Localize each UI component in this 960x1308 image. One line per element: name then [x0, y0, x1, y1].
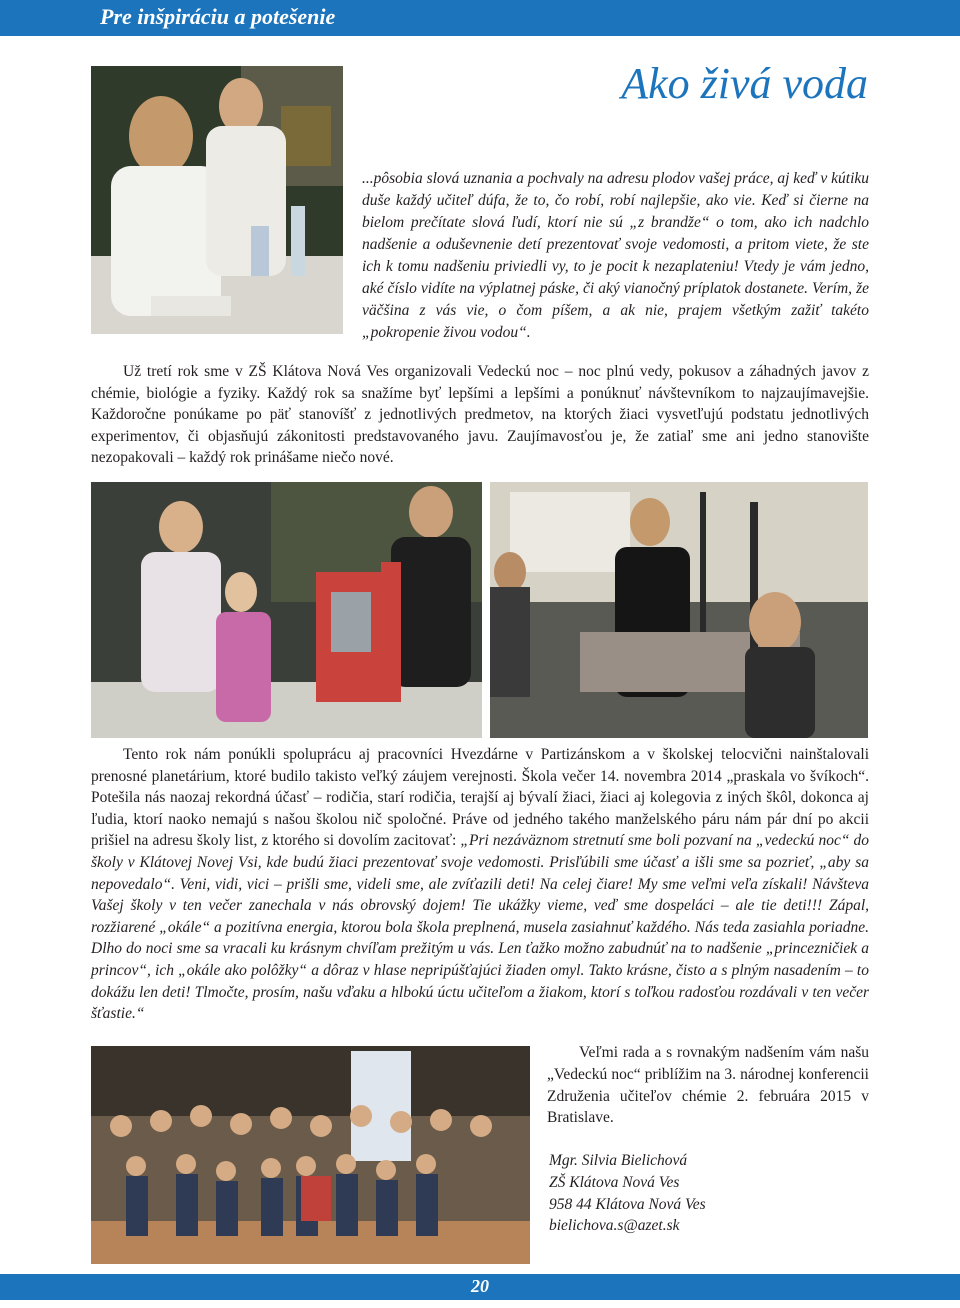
section-title: Pre inšpiráciu a potešenie: [100, 4, 336, 29]
lab-students-photo: [91, 66, 343, 334]
engine-demo-photo: [91, 482, 482, 738]
author-email: bielichova.s@azet.sk: [549, 1217, 680, 1235]
paragraph-2-intro: Tento rok nám ponúkli spoluprácu aj pracovníci Hvezdárne v Partizánskom a v školskej telocvični nainštalovali prenosné planetárium, ktoré budilo takisto veľký záujem verejnosti. Škola večer 14. novembra 2014 „praskala vo švíkoch“. Potešila nás naozaj rekordná účasť – rodičia, starí rodičia, terajší aj bývalí žiaci, žiaci aj kolegovia z iných škôl, dokonca aj ľudia, ktorí naoko nemajú s našou školou nič spoločné. Práve od jedného takého manželského páru nám pár dní po akcii prišiel na adresu školy list, z ktorého si dovolím zacitovať:: [91, 746, 869, 850]
author-name: Mgr. Silvia Bielichová: [549, 1152, 688, 1169]
paragraph-1: Už tretí rok sme v ZŠ Klátova Nová Ves organizovali Vedeckú noc – noc plnú vedy, pokusov a záhadných javov z chémie, biológie a fyziky. Každý rok sa snažíme byť lepšími a lepšími a ponúknuť návštevníkom to najzaujímavejšie. Každoročne ponúkame po päť stanovíšť z jednotlivých predmetov, na ktorých žiaci vysvetľujú podstatu jednotlivých experimentov, či objasňujú zákonitosti predstavovaného javu. Zaujímavosťou je, že zatiaľ sme ani jedno stanovište nezopakovali – každý rok prinášame niečo nové.: [91, 363, 869, 466]
signature-block: [549, 1150, 869, 1237]
author-address: 958 44 Klátova Nová Ves: [549, 1195, 706, 1213]
page-footer-band: [0, 1274, 960, 1300]
visitor-letter-quote: „Pri nezáväznom stretnutí sme boli pozvaní na „vedeckú noc“ do školy v Klátovej Novej Vsi, kde budú žiaci prezentovať svoje vedomosti. Prisľúbili sme účasť a išli sme sa pozrieť, „aby sa nepovedalo“. Veni, vidi, vici – prišli sme, videli sme, ale zvíťazili deti! Na celej čiare! My sme veľmi veľa získali! Návšteva Vašej školy v ten večer zanechala v nás obrovský dojem! Tie ukážky vieme, veď sme dospeláci – ale tie deti!!! Zápal, rozžiarené „okále“ a pozitívna energia, ktorou bola škola preplnená, musela zasiahnuť každého. Nás teda zasiahla poriadne. Dlho do noci sme sa vracali ku krásnym chvíľam prežitým u vás. Len ťažko možno zabudnúť na to nadšenie „princezničiek a princov“, ich „okále ako polôžky“ a dôraz v hlase nepripúšťajúci žiaden omyl. Takto krásne, čisto a s plným nasadením – to dokážu len deti! Tlmočte, prosím, našu vďaku a hlbokú úctu učiteľom a žiakom, ktorí s toľkou radosťou rozdávali v ten večer šťastie.“: [91, 832, 869, 1023]
section-header-band: [0, 0, 960, 36]
group-photo: [91, 1046, 530, 1264]
closing-paragraph: Veľmi rada a s rovnakým nadšením vám našu „Vedeckú noc“ priblížim na 3. národnej konferencii Združenia učiteľov chémie 2. februára 2015 v Bratislave.: [547, 1044, 869, 1127]
author-school: ZŠ Klátova Nová Ves: [549, 1173, 680, 1191]
lead-paragraph: ...pôsobia slová uznania a pochvaly na adresu plodov vašej práce, aj keď v kútiku duše každý učiteľ dúfa, že to, čo robí, robí najlepšie, ako vie. Keď si čierne na bielom prečítate slová ľudí, ktorí nie sú „z brandže“ o tom, ako ich nadchlo nadšenie a oduševnenie detí prezentovať svoje vedomosti, a pritom viete, že ste ich k tomu nadšeniu priviedli vy, to je pocit k nezaplateniu! Vtedy je vám jedno, aké číslo vidíte na výplatnej páske, či aký vianočný príplatok dostanete. Verím, že väčšina z vás vie, o čom píšem, a ak nie, prajem všetkým zažiť takéto „pokropenie živou vodou“.: [362, 170, 869, 341]
page-number: 20: [471, 1276, 489, 1296]
paragraph-2: [91, 744, 869, 1025]
article-title: Ako živá voda: [621, 59, 868, 108]
lab-stand-demo-photo: [490, 482, 868, 738]
